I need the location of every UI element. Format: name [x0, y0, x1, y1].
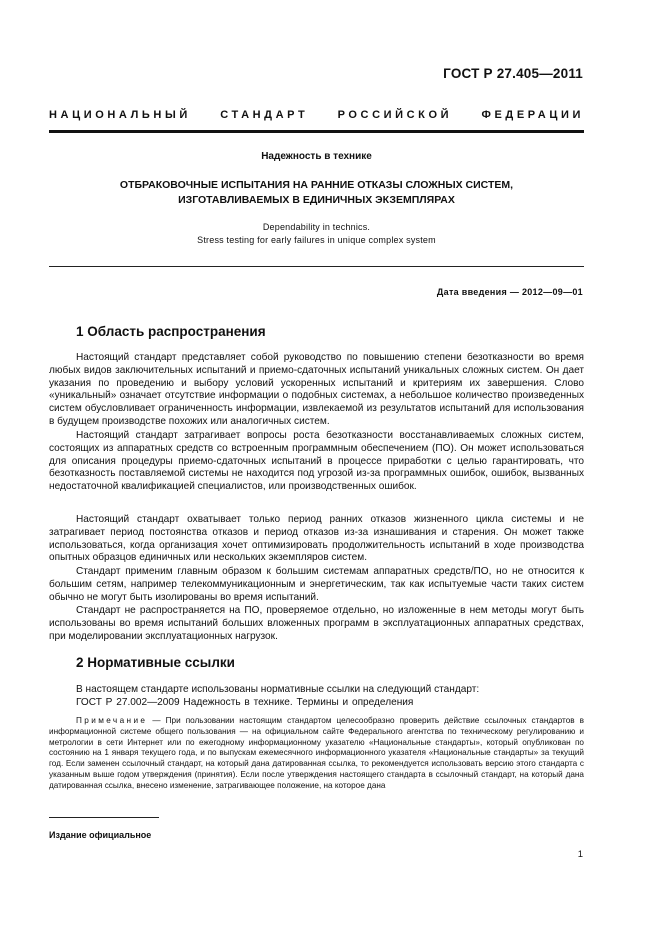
header-word: ФЕДЕРАЦИИ	[481, 109, 584, 121]
section-1-heading: 1 Область распространения	[76, 324, 266, 339]
introduction-date: Дата введения — 2012—09—01	[436, 287, 583, 297]
footer-divider	[49, 817, 159, 818]
section-2-heading: 2 Нормативные ссылки	[76, 655, 235, 670]
section-1-paragraph: Настоящий стандарт затрагивает вопросы роста безотказности восстанавливаемых сложных систем, состоящих из аппаратных средств со встроенным программным обеспечением (ПО). Он может использоваться для описания процедуры приемо-сдаточных испытаний в процессе приработки с целью гарантировать, что безотказность поставляемой системы не находится под угрозой из-за программных ошибок, ошибок, вызванных недостаточной квалификацией специалистов, или производственных ошибок.	[49, 430, 584, 493]
header-word: НАЦИОНАЛЬНЫЙ	[49, 109, 191, 121]
header-divider	[49, 130, 584, 133]
title-divider	[49, 266, 584, 267]
topic-line: Надежность в технике	[261, 151, 372, 162]
section-1-paragraph: Настоящий стандарт представляет собой руководство по повышению степени безотказности во время любых видов заключительных испытаний и приемо-сдаточных испытаний уникальных сложных систем. Он дает указания по проведению и выбору условий ускоренных испытаний и критериям их завершения. Слово «уникальный» означает отсутствие информации о подобных системах, а небольшое количество произведенных систем обусловливает ограниченность информации, извлекаемой из результатов испытаний для использования в будущем производстве похожих или аналогичных систем.	[49, 352, 584, 427]
header-word: СТАНДАРТ	[220, 109, 309, 121]
note-block	[49, 716, 584, 792]
references-intro: В настоящем стандарте использованы нормативные ссылки на следующий стандарт:	[76, 684, 480, 695]
section-1-paragraph: Стандарт применим главным образом к большим системам аппаратных средств/ПО, но не относится к большим сетям, например телекоммуникационным и энергетическим, так как испытуемые части таких систем обычно не могут быть изолированы во время испытаний.	[49, 566, 584, 603]
edition-label: Издание официальное	[49, 830, 152, 840]
section-1-paragraph: Стандарт не распространяется на ПО, проверяемое отдельно, но изложенные в нем методы могут быть использованы во время испытаний больших вложенных программ в эксплуатационных аппаратных средствах, при моделировании эксплуатационных нагрузок.	[49, 605, 584, 642]
national-standard-header	[49, 109, 584, 121]
english-title-line-2: Stress testing for early failures in unique complex system	[197, 235, 436, 245]
title-line-2: ИЗГОТАВЛИВАЕМЫХ В ЕДИНИЧНЫХ ЭКЗЕМПЛЯРАХ	[178, 194, 455, 206]
header-word: РОССИЙСКОЙ	[337, 109, 453, 121]
title-line-1: ОТБРАКОВОЧНЫЕ ИСПЫТАНИЯ НА РАННИЕ ОТКАЗЫ СЛОЖНЫХ СИСТЕМ,	[119, 179, 514, 191]
english-title-line-1: Dependability in technics.	[262, 222, 371, 232]
note-label: Примечание	[76, 716, 148, 725]
reference-item: ГОСТ Р 27.002—2009 Надежность в технике. Термины и определения	[76, 697, 414, 708]
section-1-paragraph: Настоящий стандарт охватывает только период ранних отказов жизненного цикла системы и не затрагивает период постоянства отказов и период отказов из-за изнашивания и старения. Он может также использоваться, когда организация хочет оптимизировать продолжительность испытаний в ходе производства опытных образцов единичных или нескольких экземпляров систем.	[49, 514, 584, 564]
standard-number: ГОСТ Р 27.405—2011	[443, 66, 583, 81]
page-number: 1	[577, 849, 583, 860]
note-text: — При пользовании настоящим стандартом целесообразно проверить действие ссылочных стандартов в информационной системе общего пользования — на официальном сайте Федерального агентства по техническому регулированию и метрологии в сети Интернет или по ежегодному информационному указателю «Национальные стандарты», который опубликован по состоянию на 1 января текущего года, и по выпускам ежемесячного информационного указателя «Национальные стандарты» за текущий год. Если заменен ссылочный стандарт, на который дана датированная ссылка, то рекомендуется использовать версию этого стандарта с указанным выше годом утверждения (принятия). Если после утверждения настоящего стандарта в ссылочный стандарт, на который дана датированная ссылка, внесено изменение, затрагивающее положение, на которое дана	[49, 716, 584, 790]
